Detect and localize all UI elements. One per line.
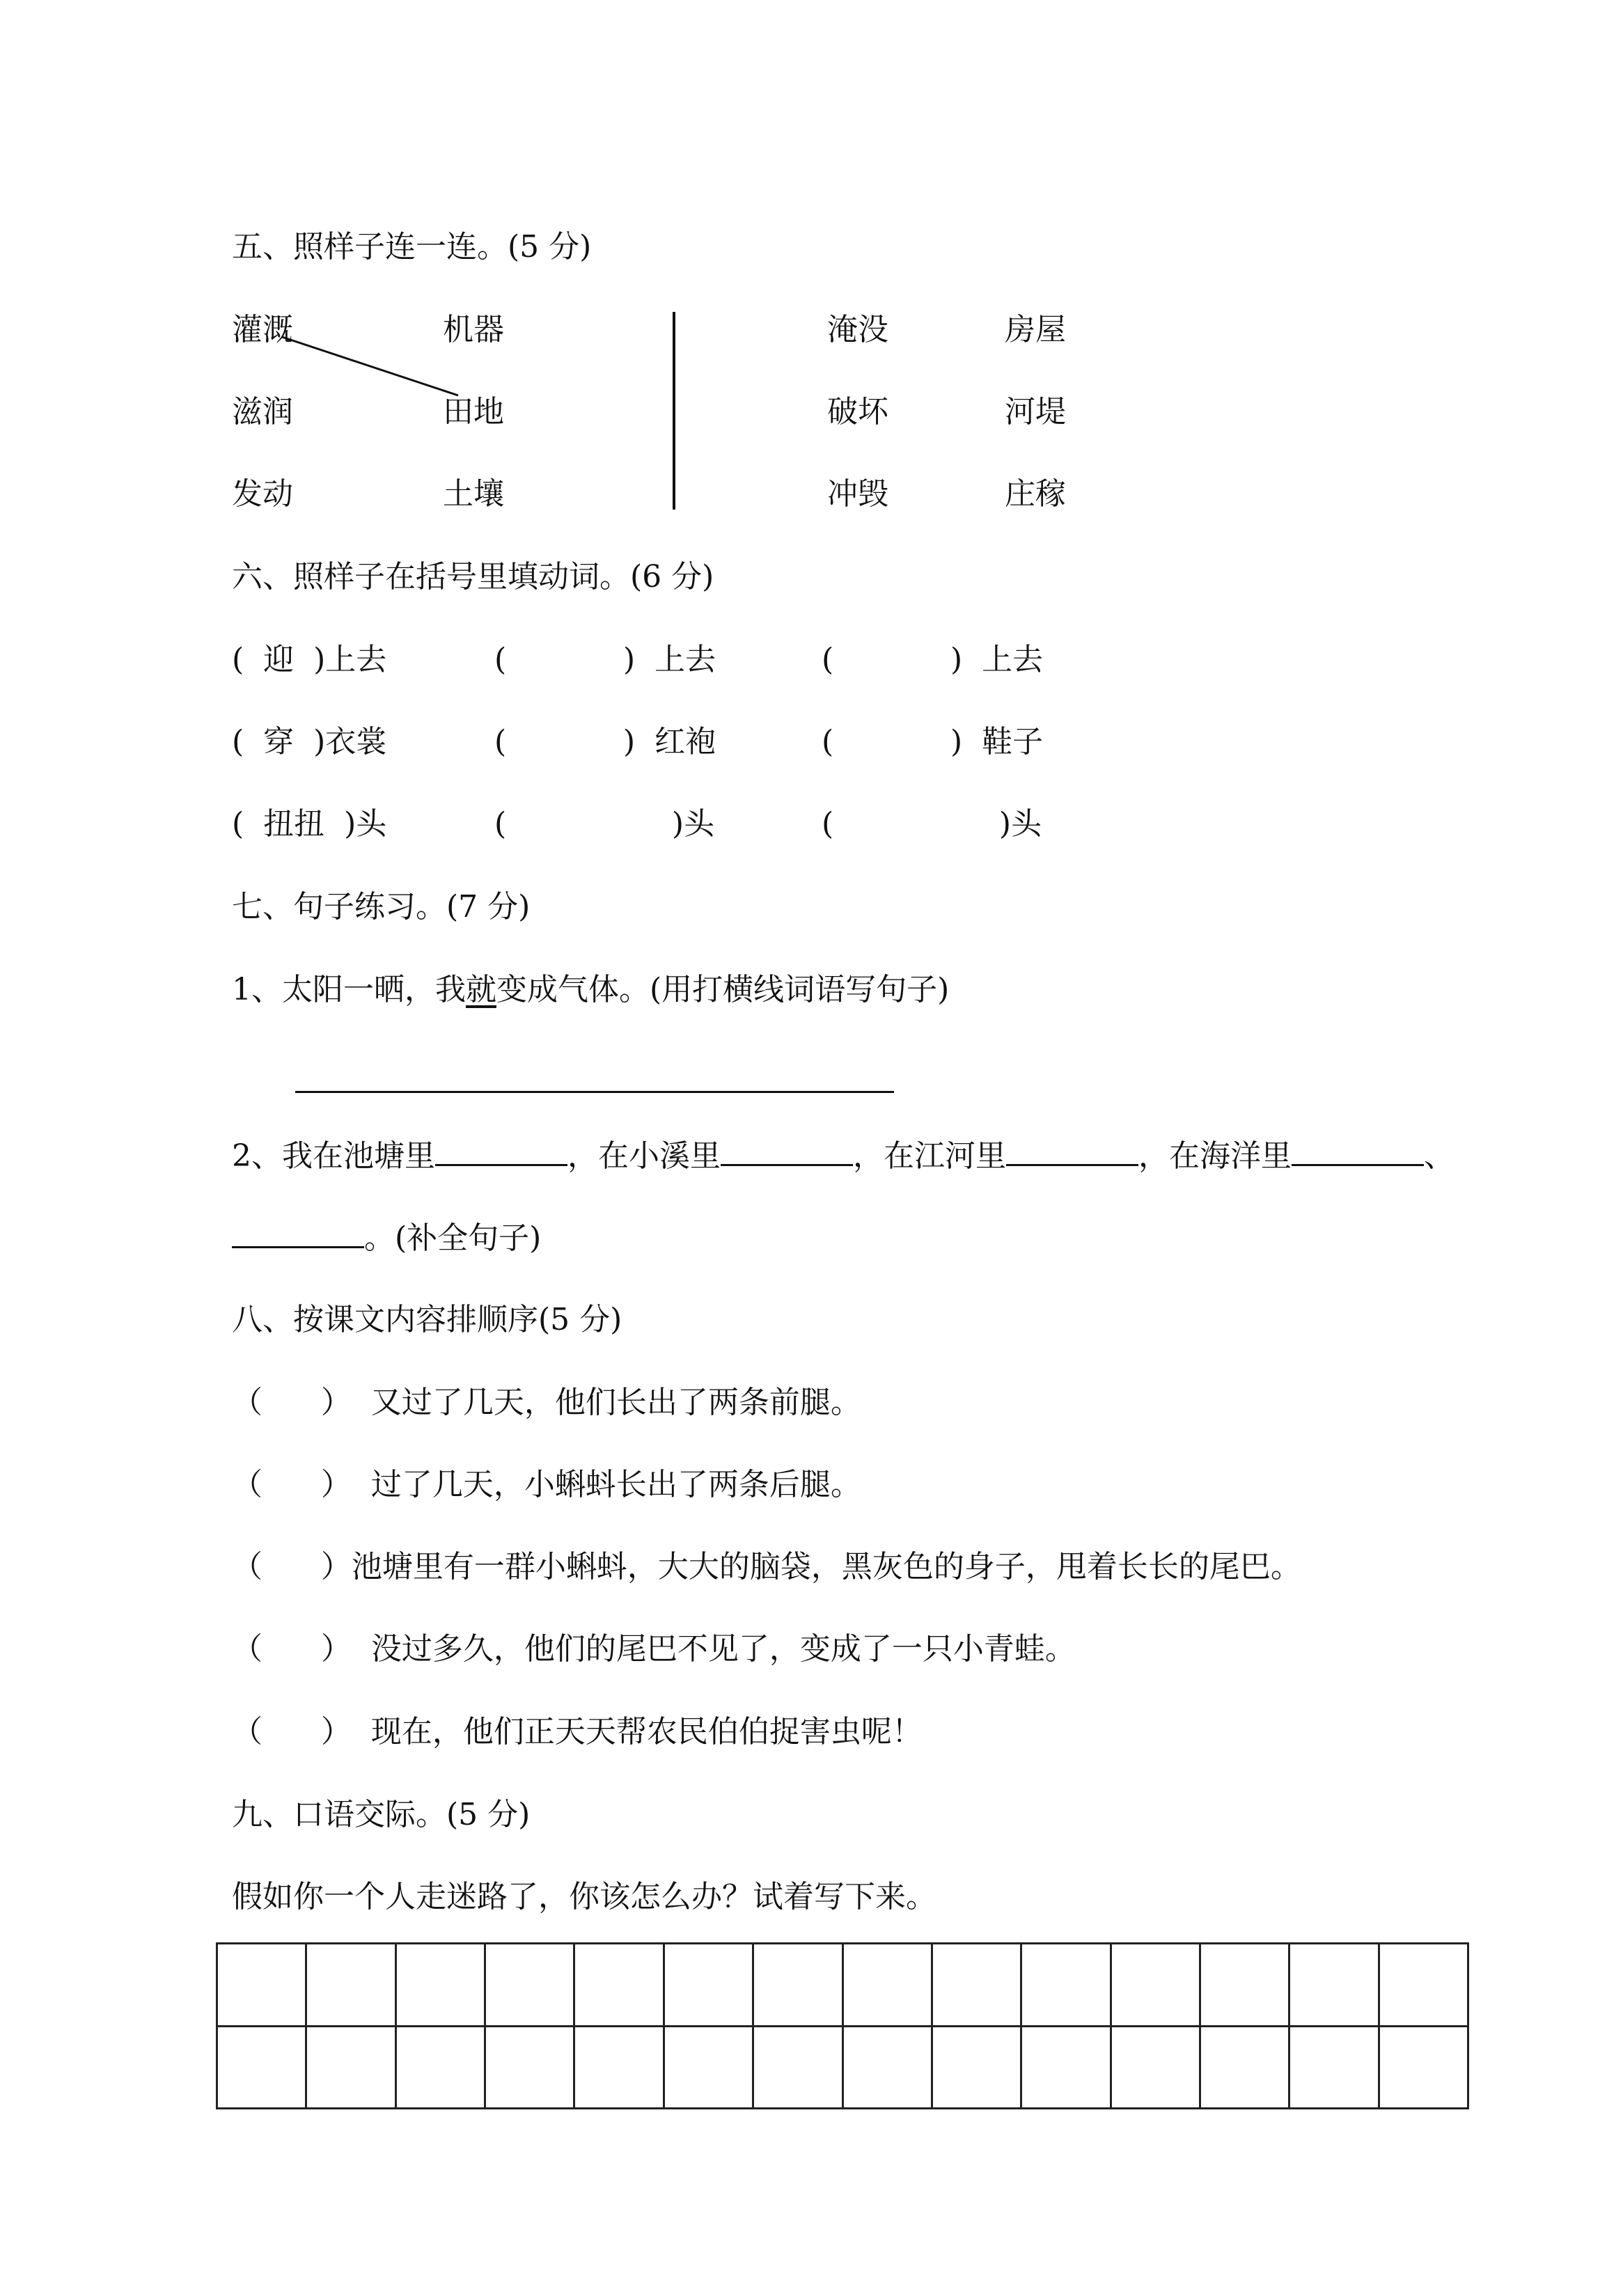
q2-text-f: 。(补全句子) <box>364 1220 542 1256</box>
grid-cell[interactable] <box>933 1944 1022 2027</box>
grid-cell[interactable] <box>754 2027 843 2110</box>
grid-cell[interactable] <box>575 1944 664 2027</box>
sentence-q1-keyword: 就 <box>466 972 496 1007</box>
writing-grid[interactable] <box>216 1942 1469 2109</box>
q2-text-e: 、 <box>1424 1138 1455 1174</box>
grid-cell[interactable] <box>844 1944 933 2027</box>
verb-blank-2a[interactable]: ( ) 红袍 <box>494 724 716 760</box>
verb-example-1: ( 迎 )上去 <box>232 642 387 677</box>
grid-cell[interactable] <box>307 2027 396 2110</box>
grid-cell[interactable] <box>665 2027 754 2110</box>
grid-cell[interactable] <box>933 2027 1022 2110</box>
order-item-1[interactable]: （ ） 又过了几天，他们长出了两条前腿。 <box>232 1385 861 1420</box>
q2-blank-2[interactable] <box>721 1136 853 1166</box>
order-item-3[interactable]: （ ）池塘里有一群小蝌蚪，大大的脑袋，黑灰色的身子，甩着长长的尾巴。 <box>232 1549 1301 1585</box>
grid-cell[interactable] <box>307 1944 396 2027</box>
order-item-4[interactable]: （ ） 没过多久，他们的尾巴不见了，变成了一只小青蛙。 <box>232 1631 1076 1667</box>
match-right-word-2: 破坏 <box>827 394 888 430</box>
verb-example-3: ( 扭扭 )头 <box>232 806 387 842</box>
grid-cell[interactable] <box>665 1944 754 2027</box>
q2-blank-1[interactable] <box>435 1136 567 1166</box>
grid-cell[interactable] <box>1201 1944 1290 2027</box>
grid-cell[interactable] <box>397 1944 486 2027</box>
section-9-prompt: 假如你一个人走迷路了，你该怎么办？试着写下来。 <box>232 1879 936 1914</box>
verb-blank-1a[interactable]: ( ) 上去 <box>494 642 716 677</box>
order-item-2[interactable]: （ ） 过了几天，小蝌蚪长出了两条后腿。 <box>232 1467 861 1502</box>
verb-blank-1b[interactable]: ( ) 上去 <box>822 642 1044 677</box>
verb-blank-3b[interactable]: ( )头 <box>822 806 1042 842</box>
match-left-target-2: 田地 <box>443 394 504 430</box>
grid-cell[interactable] <box>1022 1944 1111 2027</box>
q2-text-a: 2、我在池塘里 <box>232 1138 435 1174</box>
match-right-target-3: 庄稼 <box>1005 476 1066 512</box>
grid-cell[interactable] <box>218 1944 307 2027</box>
match-left-target-3: 土壤 <box>443 476 504 512</box>
match-right-word-3: 冲毁 <box>827 476 888 512</box>
match-left-target-1: 机器 <box>443 312 504 347</box>
q2-blank-5[interactable] <box>232 1218 364 1248</box>
grid-cell[interactable] <box>397 2027 486 2110</box>
grid-cell[interactable] <box>1290 2027 1379 2110</box>
sentence-q2-cont <box>232 1218 541 1258</box>
section-5-title: 五、照样子连一连。(5 分) <box>232 229 592 265</box>
verb-example-2: ( 穿 )衣裳 <box>232 724 387 760</box>
verb-blank-2b[interactable]: ( ) 鞋子 <box>822 724 1044 760</box>
grid-cell[interactable] <box>218 2027 307 2110</box>
section-7-title: 七、句子练习。(7 分) <box>232 889 531 925</box>
grid-cell[interactable] <box>486 2027 575 2110</box>
match-right-word-1: 淹没 <box>827 312 888 347</box>
order-item-5[interactable]: （ ） 现在，他们正天天帮农民伯伯捉害虫呢！ <box>232 1714 923 1749</box>
grid-cell[interactable] <box>1380 2027 1469 2110</box>
grid-cell[interactable] <box>1380 1944 1469 2027</box>
q2-text-b: ，在小溪里 <box>567 1138 721 1174</box>
grid-cell[interactable] <box>1201 2027 1290 2110</box>
grid-cell[interactable] <box>844 2027 933 2110</box>
match-left-word-3: 发动 <box>232 476 293 512</box>
grid-cell[interactable] <box>754 1944 843 2027</box>
match-left-word-1: 灌溉 <box>232 312 293 347</box>
section-8-title: 八、按课文内容排顺序(5 分) <box>232 1302 622 1337</box>
section-6-title: 六、照样子在括号里填动词。(6 分) <box>232 559 714 595</box>
sentence-q1-start: 1、太阳一晒，我 <box>232 972 466 1007</box>
grid-cell[interactable] <box>1022 2027 1111 2110</box>
section-9-title: 九、口语交际。(5 分) <box>232 1797 531 1832</box>
sentence-q2 <box>232 1136 1455 1176</box>
grid-cell[interactable] <box>1112 1944 1201 2027</box>
q2-blank-3[interactable] <box>1006 1136 1138 1166</box>
grid-cell[interactable] <box>1112 2027 1201 2110</box>
q2-text-d: ，在海洋里 <box>1138 1138 1292 1174</box>
q2-text-c: ，在江河里 <box>853 1138 1006 1174</box>
example-connection-line <box>0 0 1623 627</box>
verb-blank-3a[interactable]: ( )头 <box>494 806 715 842</box>
q1-answer-line[interactable] <box>295 1091 894 1093</box>
match-right-target-2: 河堤 <box>1005 394 1066 430</box>
section-divider <box>673 312 675 510</box>
grid-cell[interactable] <box>486 1944 575 2027</box>
grid-cell[interactable] <box>1290 1944 1379 2027</box>
sentence-q1 <box>232 970 949 1009</box>
grid-cell[interactable] <box>575 2027 664 2110</box>
match-left-word-2: 滋润 <box>232 394 293 430</box>
q2-blank-4[interactable] <box>1292 1136 1424 1166</box>
match-right-target-1: 房屋 <box>1005 312 1066 347</box>
sentence-q1-end: 变成气体。(用打横线词语写句子) <box>496 972 950 1007</box>
